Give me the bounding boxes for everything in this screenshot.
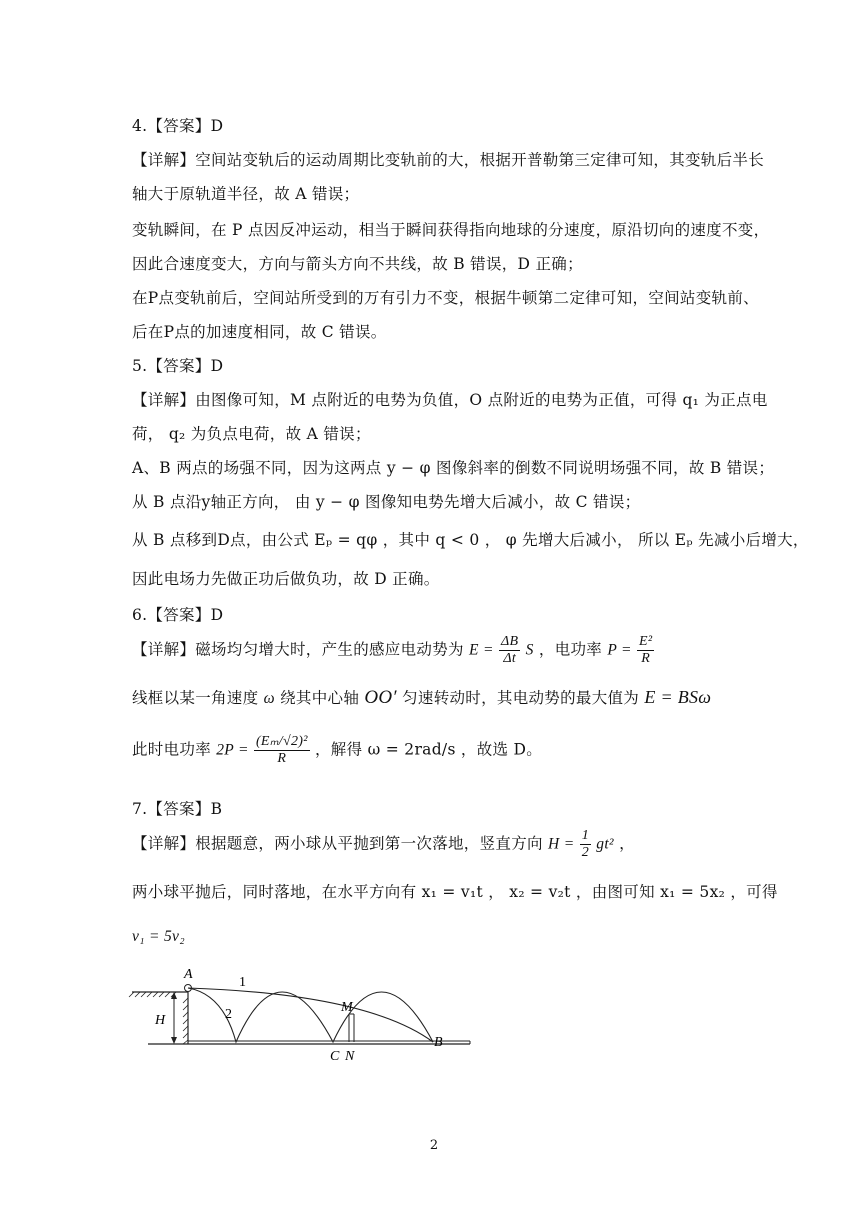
fraction-denominator: R bbox=[641, 651, 651, 666]
answer-5-detail-line1: 【详解】由图像可知，M 点附近的电势为负值，O 点附近的电势为正值，可得 q₁ 为正点电 bbox=[132, 391, 768, 409]
answer-5-detail-line5: 从 B 点移到D点，由公式 Eₚ = qφ ，其中 q < 0 ， φ 先增大后减小， 所以 Eₚ 先减小后增大， bbox=[132, 531, 809, 549]
answer-6-detail-line2 bbox=[132, 686, 711, 709]
answer-7-title: 7.【答案】B bbox=[132, 800, 223, 818]
fraction-denominator: 2 bbox=[581, 845, 590, 860]
answer-5-detail-line4: 从 B 点沿y轴正方向， 由 y − φ 图像知电势先增大后减小，故 C 错误； bbox=[132, 493, 641, 511]
fraction-em-r bbox=[254, 734, 310, 767]
answer-6-title: 6.【答案】D bbox=[132, 606, 224, 624]
answer-5-title: 5.【答案】D bbox=[132, 357, 224, 375]
text-segment: 【详解】磁场均匀增大时，产生的感应电动势为 bbox=[132, 640, 464, 659]
answer-4-detail-line5: 在P点变轨前后，空间站所受到的万有引力不变，根据牛顿第二定律可知，空间站变轨前、 bbox=[132, 289, 759, 307]
text-segment: 线框以某一角速度 bbox=[132, 689, 259, 707]
fraction-denominator: R bbox=[277, 751, 287, 766]
formula-area: S bbox=[525, 641, 534, 659]
answer-5-detail-line3: A、B 两点的场强不同，因为这两点 y − φ 图像斜率的倒数不同说明场强不同，故 B 错误； bbox=[132, 459, 775, 477]
answer-7-detail-line2: 两小球平抛后，同时落地，在水平方向有 x₁ = v₁t ， x₂ = v₂t ，由图可知 x₁ = 5x₂ ，可得 bbox=[132, 883, 778, 901]
formula-emf-lhs: E = bbox=[469, 641, 494, 659]
formula-power-lhs: P = bbox=[607, 641, 632, 659]
formula-h-lhs: H = bbox=[548, 835, 575, 853]
formula-omega: ω bbox=[263, 690, 275, 707]
fraction-e2-r bbox=[637, 634, 654, 667]
answer-7-detail-line3: v₁ = 5v₂ bbox=[132, 928, 185, 945]
text-segment: ，电功率 bbox=[538, 640, 603, 659]
text-segment: 绕其中心轴 bbox=[280, 689, 360, 707]
fraction-numerator: (Eₘ/√2)² bbox=[255, 734, 308, 749]
answer-5-detail-line2: 荷， q₂ 为负点电荷，故 A 错误； bbox=[132, 425, 371, 443]
answer-4-detail-line6: 后在P点的加速度相同，故 C 错误。 bbox=[132, 323, 387, 341]
page-number: 2 bbox=[429, 1138, 439, 1153]
answer-6-detail-line3 bbox=[132, 734, 542, 767]
text-segment: 【详解】根据题意，两小球从平抛到第一次落地，竖直方向 bbox=[132, 834, 543, 853]
answer-4-detail-line1: 【详解】空间站变轨后的运动周期比变轨前的大，根据开普勒第三定律可知，其变轨后半长 bbox=[132, 151, 765, 169]
label-trajectory-1: 1 bbox=[239, 975, 246, 990]
wall-hatch bbox=[183, 998, 188, 1044]
label-b: B bbox=[434, 1035, 443, 1050]
answer-4-title: 4.【答案】D bbox=[132, 117, 224, 135]
fraction-half bbox=[580, 828, 591, 861]
fraction-db-dt bbox=[499, 634, 520, 667]
label-h: H bbox=[155, 1013, 166, 1028]
fraction-numerator: 1 bbox=[581, 828, 590, 843]
label-c: C bbox=[330, 1049, 340, 1064]
arrow-head-down bbox=[171, 1037, 177, 1044]
text-segment: ， bbox=[619, 834, 635, 853]
answer-6-detail-line1 bbox=[132, 634, 654, 667]
answer-4-detail-line4: 因此合速度变大，方向与箭头方向不共线，故 B 错误，D 正确； bbox=[132, 255, 583, 273]
formula-axis: OO′ bbox=[364, 687, 397, 708]
fraction-numerator: ΔB bbox=[500, 634, 519, 649]
arrow-head-up bbox=[171, 992, 177, 999]
projectile-diagram bbox=[128, 964, 478, 1064]
label-trajectory-2: 2 bbox=[225, 1007, 232, 1022]
answer-4-detail-line2: 轴大于原轨道半径，故 A 错误； bbox=[132, 185, 360, 203]
fraction-denominator: Δt bbox=[503, 651, 517, 666]
text-segment: ，解得 ω = 2rad/s ，故选 D。 bbox=[314, 740, 543, 759]
answer-7-detail-line1 bbox=[132, 828, 635, 861]
formula-gt2: gt² bbox=[596, 835, 614, 853]
label-m: M bbox=[341, 1000, 353, 1015]
text-segment: 此时电功率 bbox=[132, 740, 212, 759]
formula-2p-lhs: 2P = bbox=[216, 741, 249, 759]
label-n: N bbox=[345, 1049, 355, 1064]
formula-emax: E = BSω bbox=[644, 687, 712, 707]
answer-4-detail-line3: 变轨瞬间，在 P 点因反冲运动，相当于瞬间获得指向地球的分速度，原沿切向的速度不变， bbox=[132, 221, 770, 239]
label-a: A bbox=[184, 967, 193, 982]
platform-hatch bbox=[129, 992, 176, 997]
text-segment: 匀速转动时，其电动势的最大值为 bbox=[402, 689, 640, 707]
answer-5-detail-line6: 因此电场力先做正功后做负功，故 D 正确。 bbox=[132, 570, 440, 588]
fraction-numerator: E² bbox=[639, 634, 653, 649]
